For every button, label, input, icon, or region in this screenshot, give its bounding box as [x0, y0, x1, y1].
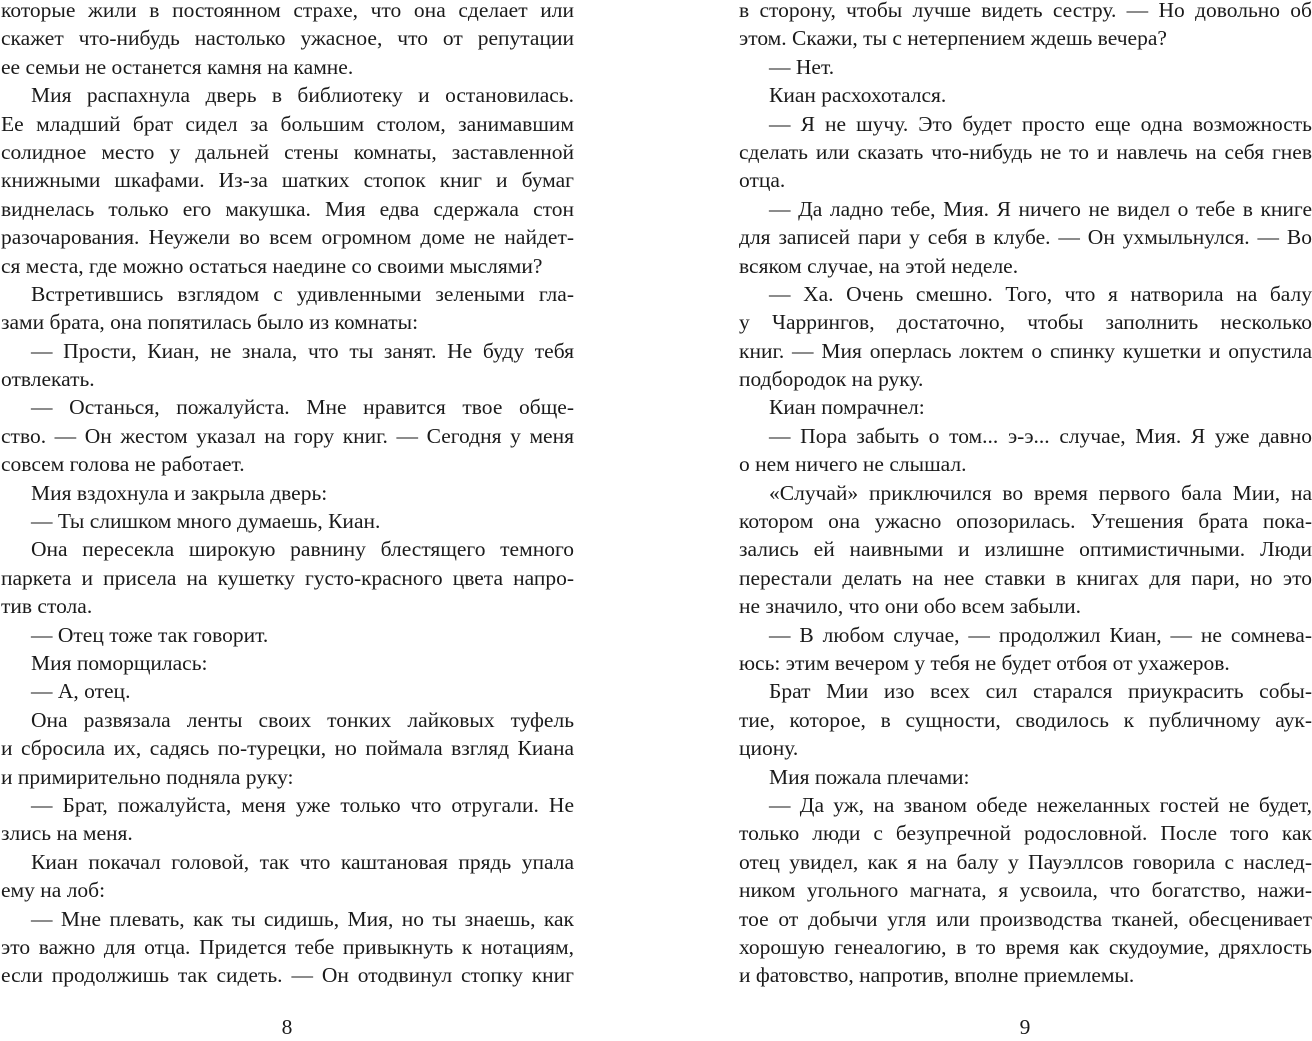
text-line: — Мне плевать, как ты сидишь, Мия, но ты знаешь, как: [31, 906, 574, 931]
text-line: подбородок на руку.: [739, 367, 924, 392]
text-line: не значило, что они обо всем забыли.: [739, 594, 1082, 619]
text-line: сделать или сказать что-нибудь не то и навлечь на себя гнев: [739, 139, 1312, 164]
text-line: Мия поморщилась:: [31, 650, 208, 675]
text-line: разочарования. Неужели во всем огромном доме не найдет-: [1, 225, 574, 250]
text-line: ся места, где можно остаться наедине со своими мыслями?: [1, 253, 543, 278]
text-line: и фатовство, напротив, вполне приемлемы.: [739, 963, 1135, 988]
text-line: которые жили в постоянном страхе, что она сделает или: [1, 0, 574, 22]
text-line: тив стола.: [1, 594, 93, 619]
text-line: отца.: [739, 168, 786, 193]
text-line: — Нет.: [769, 54, 835, 79]
text-line: тое от добычи угля или производства тканей, обесценивает: [739, 906, 1312, 931]
text-line: хорошую генеалогию, в то время как скудоумие, дряхлость: [739, 934, 1312, 959]
text-line: только люди с безупречной родословной. После того как: [739, 821, 1312, 846]
text-line: — Ха. Очень смешно. Того, что я натворила на балу: [769, 281, 1312, 306]
text-line: Она пересекла широкую равнину блестящего темного: [31, 537, 574, 562]
text-line: о нем ничего не слышал.: [739, 452, 967, 477]
text-line: — Ты слишком много думаешь, Киан.: [31, 509, 381, 534]
text-line: ее семьи не останется камня на камне.: [1, 54, 354, 79]
text-line: Ее младший брат сидел за большим столом, занимавшим: [1, 111, 574, 136]
text-line: если продолжишь так сидеть. — Он отодвинул стопку книг: [1, 963, 574, 988]
text-line: — Я не шучу. Это будет просто еще одна возможность: [769, 111, 1312, 136]
text-line: и примирительно подняла руку:: [1, 764, 294, 789]
text-line: — Прости, Киан, не знала, что ты занят. Не буду тебя: [31, 338, 574, 363]
text-line: перестали делать на нее ставки в книгах для пари, но это: [739, 565, 1312, 590]
page-number-right: 9: [1019, 1015, 1031, 1039]
text-line: виднелась только его макушка. Мия едва сдержала стон: [1, 196, 574, 221]
text-line: солидное место у дальней стены комнаты, заставленной: [1, 139, 574, 164]
text-line: ему на лоб:: [1, 878, 106, 903]
text-line: — Отец тоже так говорит.: [31, 622, 269, 647]
left-page: [1, 0, 574, 990]
text-line: — В любом случае, — продолжил Киан, — не сомнева-: [769, 622, 1312, 647]
text-line: зами брата, она попятилась было из комнаты:: [1, 310, 419, 335]
text-line: книжными шкафами. Из-за шатких стопок книг и бумаг: [1, 168, 574, 193]
text-line: Она развязала ленты своих тонких лайковых туфель: [31, 707, 574, 732]
text-line: — Останься, пожалуйста. Мне нравится твое обще-: [31, 395, 574, 420]
text-line: — Пора забыть о том... э-э... случае, Мия. Я уже давно: [769, 423, 1312, 448]
text-line: Мия пожала плечами:: [769, 764, 970, 789]
text-line: паркета и присела на кушетку густо-красного цвета напро-: [1, 565, 574, 590]
text-line: тие, которое, в сущности, сводилось к публичному аук-: [739, 707, 1312, 732]
text-line: у Чаррингов, достаточно, чтобы заполнить несколько: [739, 310, 1312, 335]
text-line: Мия вздохнула и закрыла дверь:: [31, 480, 328, 505]
text-line: Киан помрачнел:: [769, 395, 925, 420]
text-line: — Да ладно тебе, Мия. Я ничего не видел о тебе в книге: [769, 196, 1312, 221]
text-line: и сбросила их, садясь по-турецки, но поймала взгляд Киана: [1, 736, 574, 761]
text-line: совсем голова не работает.: [1, 452, 245, 477]
right-page: [739, 0, 1312, 990]
text-line: юсь: этим вечером у тебя не будет отбоя от ухажеров.: [739, 650, 1230, 675]
text-line: зались ей наивными и излишне оптимистичными. Люди: [739, 537, 1312, 562]
text-line: всяком случае, на этой неделе.: [739, 253, 1019, 278]
text-line: отец увидел, как я на балу у Пауэллсов говорила с наслед-: [739, 849, 1312, 874]
text-line: отвлекать.: [1, 367, 95, 392]
text-line: Киан покачал головой, так что каштановая прядь упала: [31, 849, 574, 874]
text-line: Киан расхохотался.: [769, 83, 947, 108]
text-line: этом. Скажи, ты с нетерпением ждешь вечера?: [739, 26, 1167, 51]
text-line: в сторону, чтобы лучше видеть сестру. — Но довольно об: [739, 0, 1312, 22]
text-line: Брат Мии изо всех сил старался приукрасить собы-: [769, 679, 1312, 704]
text-line: для записей пари у себя в клубе. — Он ухмыльнулся. — Во: [739, 225, 1312, 250]
text-line: циону.: [739, 736, 799, 761]
text-line: «Случай» приключился во время первого бала Мии, на: [769, 480, 1312, 505]
text-line: — А, отец.: [31, 679, 131, 704]
text-line: злись на меня.: [1, 821, 133, 846]
text-line: Мия распахнула дверь в библиотеку и остановилась.: [31, 83, 574, 108]
text-line: ником угольного магната, я усвоила, что богатство, нажи-: [739, 878, 1312, 903]
page-number-left: 8: [281, 1015, 293, 1039]
text-line: книг. — Мия оперлась локтем о спинку кушетки и опустила: [739, 338, 1312, 363]
text-line: скажет что-нибудь настолько ужасное, что от репутации: [1, 26, 574, 51]
text-line: это важно для отца. Придется тебе привыкнуть к нотациям,: [1, 934, 574, 959]
text-line: ство. — Он жестом указал на гору книг. — Сегодня у меня: [1, 423, 574, 448]
text-line: Встретившись взглядом с удивленными зелеными гла-: [31, 281, 574, 306]
text-line: — Брат, пожалуйста, меня уже только что отругали. Не: [31, 792, 574, 817]
text-line: — Да уж, на званом обеде нежеланных гостей не будет,: [769, 792, 1312, 817]
text-line: котором она ужасно опозорилась. Утешения брата пока-: [739, 509, 1312, 534]
